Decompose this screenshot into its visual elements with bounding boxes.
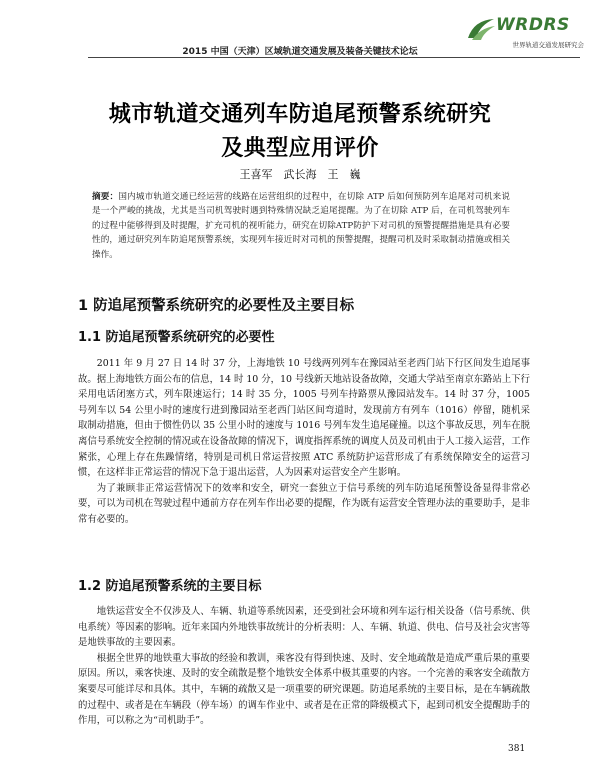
title-line-1: 城市轨道交通列车防追尾预警系统研究 — [108, 102, 492, 127]
section-1-1-body — [78, 356, 530, 528]
authors: 王喜军 武长海 王 巍 — [239, 168, 361, 181]
logo-subtitle: 世界轨道交通发展研究会 — [512, 41, 584, 49]
paragraph: 地铁运营安全不仅涉及人、车辆、轨道等系统因素，还受到社会环境和列车运行相关设备（信号系统、供电系统）等因素的影响。近年来国内外地铁事故统计的分析表明：人、车辆、轨道、供电、信号及社会灾害等是地铁事故的主要因素。 — [78, 606, 530, 649]
title-line-2: 及典型应用评价 — [221, 136, 379, 161]
page-number: 381 — [508, 744, 526, 754]
abstract-text: 国内城市轨道交通已经运营的线路在运营组织的过程中，在切除 ATP 后如何预防列车追尾对司机来说是一个严峻的挑战，尤其是当司机驾驶时遇到特殊情况缺乏追尾提醒。为了在切除 ATP 后，在司机驾驶列车的过程中能够得到及时提醒，扩充司机的视听能力，研究在切除ATP防护下对司机的预警提醒措施是具有必要性的，通过研究列车防追尾预警系统，实现列车接近时对司机的预警提醒，提醒司机及时采取制动措施或相关操作。 — [92, 192, 510, 260]
logo-text: WRDRS — [496, 15, 570, 35]
running-header: 2015 中国（天津）区域轨道交通发展及装备关键技术论坛 — [182, 47, 418, 57]
logo-swoosh-icon — [466, 16, 496, 42]
abstract-label: 摘要： — [92, 192, 119, 202]
section-1-1-heading: 1.1 防追尾预警系统研究的必要性 — [78, 330, 275, 345]
paragraph: 2011 年 9 月 27 日 14 时 37 分，上海地铁 10 号线两列列车在豫园站至老西门站下行区间发生追尾事故。据上海地铁方面公布的信息，14 时 10 分，10 号线新天地站设备故障，交通大学站至南京东路站上下行采用电话闭塞方式，列车限速运行；14 时 35 分，1005 号列车持路票从豫园站发车。14 时 37 分，1005 号列车以 54 公里小时的速度行进到豫园站至老西门站区间弯道时，发现前方有列车（1016）停留，随机采取制动措施，但由于惯性仍以 35 公里小时的速度与 1016 号列车发生追尾碰撞。以这个事故反思，列车在脱离信号系统安全控制的情况或在设备故障的情况下，调度指挥系统的调度人员及司机由于人工接入运营，工作紧张，心理上存在焦躁情绪，特别是司机日常运营按照 ATC 系统防护运营形成了有系统保障安全的运营习惯，在这样非正常运营的情况下急于退出运营，人为因素对运营安全产生影响。 — [78, 358, 530, 479]
section-1-2-body — [78, 604, 530, 729]
abstract — [92, 190, 510, 262]
section-1-heading: 1 防追尾预警系统研究的必要性及主要目标 — [78, 298, 355, 314]
paragraph: 为了兼顾非正常运营情况下的效率和安全，研究一套独立于信号系统的列车防追尾预警设备显得非常必要，可以为司机在驾驶过程中通前方存在列车作出必要的提醒，作为既有运营安全管理办法的重要助手，是非常有必要的。 — [78, 482, 530, 525]
section-1-2-heading: 1.2 防追尾预警系统的主要目标 — [78, 579, 262, 594]
paragraph: 根据全世界的地铁重大事故的经验和教训，乘客没有得到快速、及时、安全地疏散是造成严重后果的重要原因。所以，乘客快速、及时的安全疏散是整个地铁安全体系中极其重要的内容。一个完善的乘客安全疏散方案要尽可能详尽和具体。其中，车辆的疏散又是一项重要的研究课题。防追尾系统的主要目标，是在车辆疏散的过程中、或者是在车辆段（停车场）的调车作业中、或者是在正常的降级模式下，起到司机安全提醒助手的作用，可以称之为“司机助手”。 — [78, 652, 530, 727]
header-rule — [88, 57, 580, 58]
